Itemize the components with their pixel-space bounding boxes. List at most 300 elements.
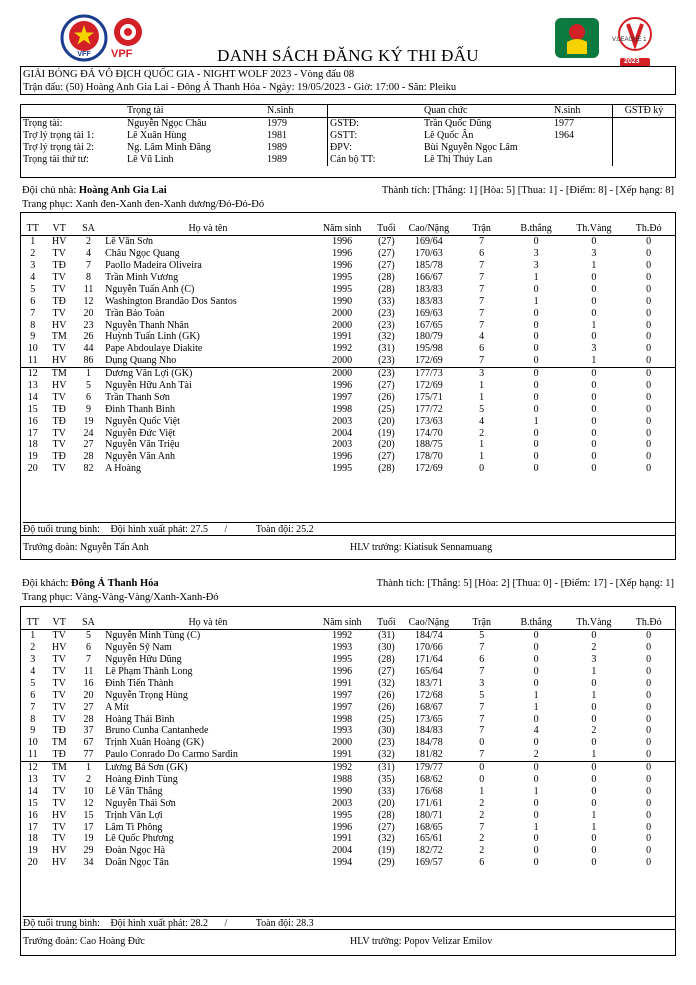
player-row	[21, 439, 675, 451]
player-cell: TV	[52, 427, 66, 439]
player-cell: 1995	[332, 463, 353, 475]
player-cell: 15	[27, 797, 38, 809]
player-cell: 172/68	[414, 689, 443, 701]
column-header: Tuổi	[372, 617, 402, 629]
player-cell: 2003	[332, 797, 353, 809]
column-header: Cao/Nặng	[401, 617, 456, 629]
player-cell: 0	[622, 761, 675, 773]
player-cell: (32)	[378, 677, 395, 689]
player-cell: TĐ	[52, 725, 66, 737]
official-row: Trợ lý trọng tài 1: Lê Xuân Hùng 1981 GSTT: Lê Quốc Ân 1964	[21, 130, 675, 142]
player-cell: 180/71	[414, 809, 443, 821]
player-cell: Đoàn Ngọc Hà	[105, 845, 166, 857]
player-cell: 15	[27, 403, 38, 415]
player-cell: 11	[83, 666, 94, 677]
player-row	[21, 272, 675, 284]
player-cell: 11	[27, 749, 38, 761]
player-cell: 1998	[332, 713, 353, 725]
player-cell: 1	[591, 260, 597, 272]
player-cell: 17	[83, 821, 94, 833]
player-cell: (33)	[378, 295, 395, 307]
player-row	[21, 701, 675, 713]
player-cell: (27)	[378, 248, 395, 260]
player-cell: 0	[646, 439, 652, 451]
player-cell: 2	[30, 642, 36, 654]
col-sign: GSTĐ ký	[613, 105, 676, 118]
player-cell: TV	[52, 774, 66, 786]
player-cell: Nguyễn Hữu Anh Tài	[105, 380, 192, 392]
player-cell: 169/63	[414, 307, 443, 319]
player-cell: 0	[591, 283, 597, 295]
column-header: Cao/Nặng	[401, 223, 456, 235]
player-row	[21, 654, 675, 666]
player-cell: 1	[533, 689, 539, 701]
player-cell: Nguyễn Hữu Dũng	[105, 654, 182, 666]
player-cell: 170/66	[414, 642, 443, 654]
home-manager: Trưởng đoàn: Nguyễn Tấn Anh	[23, 542, 149, 553]
away-manager: Trưởng đoàn: Cao Hoàng Đức	[23, 936, 145, 947]
player-cell: 34	[83, 857, 94, 869]
player-cell: (26)	[378, 701, 395, 713]
player-cell: 4	[533, 725, 539, 737]
player-cell: 183/83	[414, 295, 443, 307]
player-cell: Lê Văn Sơn	[105, 236, 154, 248]
player-cell: TĐ	[52, 295, 66, 307]
player-cell: 20	[83, 307, 94, 319]
vpf-label: VPF	[111, 48, 133, 60]
player-cell: 2004	[332, 845, 353, 857]
player-cell: 171/61	[414, 797, 443, 809]
player-row	[21, 785, 675, 797]
player-cell: 1998	[332, 403, 353, 415]
player-cell: 6	[86, 642, 92, 654]
player-cell: 0	[591, 415, 597, 427]
player-cell: 1	[533, 415, 539, 427]
player-cell: 20	[27, 463, 38, 475]
player-cell: 0	[646, 642, 652, 654]
player-cell: 0	[646, 774, 652, 786]
player-cell: 0	[479, 463, 485, 475]
player-cell: 0	[591, 427, 597, 439]
player-row	[21, 774, 675, 786]
player-row	[21, 319, 675, 331]
player-cell: 6	[479, 654, 485, 666]
player-cell: 2	[30, 248, 36, 260]
player-cell: 176/68	[414, 785, 443, 797]
column-header: Họ và tên	[103, 223, 312, 235]
player-cell: 9	[30, 725, 36, 737]
player-cell: 3	[479, 677, 485, 689]
player-cell: 8	[86, 272, 92, 283]
player-row	[21, 451, 675, 463]
player-cell: A Hoàng	[105, 463, 141, 475]
player-cell: (30)	[378, 642, 395, 654]
player-cell: 7	[479, 260, 485, 272]
player-cell: 0	[591, 295, 597, 307]
player-cell: 0	[646, 415, 652, 427]
player-cell: 0	[591, 857, 597, 869]
player-cell: 0	[533, 630, 539, 642]
player-cell: 1	[479, 785, 485, 797]
player-cell: 0	[533, 427, 539, 439]
player-cell: 7	[479, 295, 485, 307]
player-cell: Nguyễn Văn Anh	[105, 451, 175, 463]
player-cell: Hoàng Đình Tùng	[105, 774, 178, 786]
player-cell: (27)	[378, 380, 395, 392]
player-cell: 0	[533, 283, 539, 295]
player-cell: 0	[533, 677, 539, 689]
home-team-name: Hoàng Anh Gia Lai	[78, 185, 167, 196]
player-cell: 7	[479, 307, 485, 319]
column-header: Trận	[457, 617, 507, 629]
player-cell: 184/74	[414, 630, 443, 642]
player-cell: (27)	[378, 236, 395, 248]
player-cell: 172/69	[414, 463, 443, 475]
player-cell: 4	[479, 415, 485, 427]
player-cell: Nguyễn Thanh Nhân	[105, 319, 189, 331]
column-header: SA	[74, 223, 103, 235]
player-cell: 3	[591, 343, 597, 355]
player-cell: TV	[52, 283, 66, 295]
column-header: B.thắng	[507, 617, 566, 629]
column-header: Th.Vàng	[565, 617, 622, 629]
player-cell: Dương Văn Lợi (GK)	[103, 367, 312, 379]
roster-header	[21, 617, 675, 629]
player-cell: 12	[21, 367, 45, 379]
player-cell: TĐ	[52, 451, 66, 463]
player-cell: 0	[646, 821, 652, 833]
player-row	[21, 427, 675, 439]
player-cell: 37	[83, 725, 94, 737]
player-cell: (27)	[378, 260, 395, 272]
player-cell: TV	[52, 307, 66, 319]
column-header: SA	[74, 617, 103, 629]
player-row	[21, 857, 675, 869]
player-cell: 5	[30, 677, 36, 689]
away-coach: HLV trưởng: Popov Velizar Emilov	[350, 936, 493, 947]
player-cell: 0	[591, 774, 597, 786]
player-cell: 1996	[332, 248, 353, 260]
column-header: Năm sinh	[313, 617, 372, 629]
player-cell: 10	[27, 343, 38, 355]
player-cell: TV	[52, 666, 66, 677]
player-cell: TV	[52, 654, 66, 666]
player-cell: 0	[533, 439, 539, 451]
player-cell: TV	[52, 439, 66, 451]
player-cell: 0	[533, 319, 539, 331]
player-cell: 185/78	[414, 260, 443, 272]
player-cell: TV	[52, 391, 66, 403]
away-team-name: Đông Á Thanh Hóa	[71, 578, 159, 589]
player-cell: TV	[52, 833, 66, 845]
player-cell: 1993	[332, 642, 353, 654]
player-cell: (29)	[378, 857, 395, 869]
player-cell: 167/65	[414, 319, 443, 331]
player-cell: 0	[646, 677, 652, 689]
player-cell: 1	[74, 761, 103, 773]
player-cell: 1994	[332, 857, 353, 869]
away-team-line: Đội khách: Đông Á Thanh Hóa	[22, 578, 159, 589]
player-cell: 0	[591, 236, 597, 248]
away-roster-box	[20, 606, 676, 956]
player-cell: 195/98	[414, 343, 443, 355]
player-cell: 2003	[332, 415, 353, 427]
player-cell: 0	[533, 713, 539, 725]
player-cell: 14	[27, 391, 38, 403]
player-cell: (23)	[378, 319, 395, 331]
player-cell: 1991	[332, 833, 353, 845]
player-cell: 1	[591, 689, 597, 701]
column-header: TT	[21, 223, 45, 235]
player-cell: 7	[86, 654, 92, 666]
player-cell: 0	[646, 749, 652, 761]
player-cell: Lê Quốc Phương	[105, 833, 174, 845]
player-cell: 5	[86, 630, 92, 642]
player-cell: 1992	[332, 630, 353, 642]
player-cell: 5	[30, 283, 36, 295]
player-cell: (31)	[372, 761, 402, 773]
player-cell: 28	[83, 713, 94, 725]
player-cell: 0	[646, 785, 652, 797]
player-cell: 1	[533, 272, 539, 283]
column-header: Trận	[457, 223, 507, 235]
player-cell: 1	[533, 785, 539, 797]
player-row	[21, 235, 675, 247]
player-cell: 181/82	[414, 749, 443, 761]
player-cell: 0	[533, 403, 539, 415]
player-cell: 1991	[332, 749, 353, 761]
player-cell: 7	[479, 666, 485, 677]
player-cell: 14	[27, 785, 38, 797]
player-cell: (25)	[378, 713, 395, 725]
player-cell: 23	[83, 319, 94, 331]
player-cell: 1992	[332, 343, 353, 355]
player-cell: 0	[591, 439, 597, 451]
player-cell: 1	[479, 451, 485, 463]
player-cell: (27)	[378, 451, 395, 463]
player-cell: 2000	[332, 307, 353, 319]
player-cell: 19	[27, 845, 38, 857]
officials-table	[21, 105, 675, 166]
player-cell: 1	[591, 666, 597, 677]
player-cell: (27)	[378, 821, 395, 833]
player-cell: Paulo Conrado Do Carmo Sardin	[105, 749, 238, 761]
player-cell: 1991	[332, 331, 353, 343]
player-cell: TĐ	[52, 260, 66, 272]
roster-header	[21, 223, 675, 235]
player-cell: 0	[646, 833, 652, 845]
player-cell: 0	[646, 307, 652, 319]
player-cell: 2000	[332, 355, 353, 367]
player-cell: 10	[83, 785, 94, 797]
player-cell: 188/75	[414, 439, 443, 451]
column-header: Th.Vàng	[565, 223, 622, 235]
player-cell: 0	[646, 403, 652, 415]
player-cell: 177/73	[401, 367, 456, 379]
player-cell: 174/70	[414, 427, 443, 439]
column-header: Tuổi	[372, 223, 402, 235]
player-cell: Paollo Madeira Oliveira	[105, 260, 202, 272]
match-info-box	[20, 66, 676, 95]
player-cell: 1996	[332, 380, 353, 392]
player-cell: (28)	[378, 809, 395, 821]
player-cell: TM	[45, 761, 74, 773]
player-cell: 5	[479, 689, 485, 701]
player-cell: HV	[52, 642, 67, 654]
player-cell: 0	[533, 737, 539, 749]
player-cell: 0	[565, 761, 622, 773]
home-roster-box	[20, 212, 676, 560]
player-cell: TV	[52, 343, 66, 355]
player-cell: 1	[479, 391, 485, 403]
player-cell: 2	[591, 725, 597, 737]
column-header: Họ và tên	[103, 617, 313, 629]
player-cell: 3	[30, 654, 36, 666]
official-row: Trợ lý trọng tài 2: Ng. Lâm Minh Đăng 1989 ĐPV: Bùi Nguyễn Ngọc Lâm	[21, 142, 675, 154]
player-cell: 4	[30, 272, 36, 283]
player-row	[21, 391, 675, 403]
player-row	[21, 642, 675, 654]
player-cell: 0	[646, 283, 652, 295]
player-cell: 6	[479, 248, 485, 260]
player-cell: (23)	[372, 367, 402, 379]
player-cell: 0	[533, 833, 539, 845]
player-cell: 2	[479, 427, 485, 439]
player-cell: 1	[479, 439, 485, 451]
player-cell: 7	[30, 307, 36, 319]
player-cell: 2	[479, 797, 485, 809]
col-official: Quan chức	[422, 105, 552, 118]
player-cell: 0	[533, 391, 539, 403]
player-row	[21, 355, 675, 367]
column-header: VT	[45, 617, 74, 629]
player-cell: 7	[479, 236, 485, 248]
player-cell: 3	[30, 260, 36, 272]
player-cell: 6	[479, 857, 485, 869]
player-cell: 7	[479, 725, 485, 737]
player-row	[21, 797, 675, 809]
player-cell: 16	[27, 415, 38, 427]
player-cell: 0	[591, 677, 597, 689]
player-cell: 7	[479, 749, 485, 761]
player-cell: 0	[533, 380, 539, 392]
player-row	[21, 725, 675, 737]
player-cell: 6	[30, 689, 36, 701]
player-cell: 1	[591, 809, 597, 821]
player-cell: 20	[83, 689, 94, 701]
player-cell: 0	[646, 809, 652, 821]
player-cell: 0	[533, 642, 539, 654]
player-cell: 3	[591, 248, 597, 260]
player-cell: TV	[52, 689, 66, 701]
home-team-line: Đội chủ nhà: Hoàng Anh Gia Lai	[22, 185, 167, 196]
player-row	[21, 331, 675, 343]
player-cell: (26)	[378, 689, 395, 701]
player-cell: (32)	[378, 749, 395, 761]
away-roster-table	[21, 617, 675, 869]
player-row	[21, 260, 675, 272]
player-cell: 179/77	[401, 761, 456, 773]
player-cell: TV	[52, 248, 66, 260]
player-cell: 177/72	[414, 403, 443, 415]
player-cell: 5	[479, 630, 485, 642]
player-cell: 13	[27, 774, 38, 786]
player-cell: 0	[533, 845, 539, 857]
player-cell: 0	[591, 272, 597, 283]
player-cell: TV	[52, 713, 66, 725]
player-row	[21, 821, 675, 833]
player-cell: 4	[86, 248, 92, 260]
player-cell: 1	[533, 295, 539, 307]
player-row	[21, 248, 675, 260]
player-cell: Nguyễn Sỹ Nam	[105, 642, 172, 654]
player-row	[21, 629, 675, 641]
player-cell: (23)	[378, 355, 395, 367]
player-cell: 172/69	[414, 355, 443, 367]
player-cell: 15	[83, 809, 94, 821]
player-cell: 12	[83, 797, 94, 809]
player-cell: 1991	[332, 677, 353, 689]
player-cell: 184/83	[414, 725, 443, 737]
player-cell: 0	[533, 774, 539, 786]
player-cell: (32)	[378, 331, 395, 343]
player-cell: 0	[533, 809, 539, 821]
player-cell: 169/64	[414, 236, 443, 248]
player-cell: Nguyễn Tuấn Anh (C)	[105, 283, 195, 295]
player-cell: 0	[533, 654, 539, 666]
player-cell: 183/71	[414, 677, 443, 689]
player-cell: 0	[646, 701, 652, 713]
player-cell: 0	[646, 713, 652, 725]
player-cell: 0	[479, 774, 485, 786]
player-cell: 1	[591, 355, 597, 367]
player-row	[21, 713, 675, 725]
away-staff	[21, 929, 675, 957]
column-header: Th.Đỏ	[622, 223, 675, 235]
player-cell: Washington Brandão Dos Santos	[105, 295, 237, 307]
player-cell: 2	[86, 236, 92, 248]
player-cell: 1	[30, 236, 36, 248]
player-cell: (23)	[378, 307, 395, 319]
player-cell: 2003	[332, 439, 353, 451]
player-cell: (28)	[378, 463, 395, 475]
player-cell: 77	[83, 749, 94, 761]
player-cell: (20)	[378, 439, 395, 451]
player-cell: (23)	[378, 737, 395, 749]
player-cell: 1996	[332, 236, 353, 248]
player-cell: 4	[479, 331, 485, 343]
player-cell: 0	[646, 248, 652, 260]
player-cell: 0	[591, 380, 597, 392]
player-cell: 0	[646, 630, 652, 642]
player-cell: 1990	[332, 295, 353, 307]
player-cell: 2	[86, 774, 92, 786]
col-birth2: N.sinh	[552, 105, 613, 118]
player-cell: 0	[646, 654, 652, 666]
player-cell: (28)	[378, 654, 395, 666]
player-cell: 16	[27, 809, 38, 821]
player-cell: 0	[591, 845, 597, 857]
player-cell: Lê Văn Thắng	[105, 785, 163, 797]
player-cell: 0	[533, 331, 539, 343]
player-cell: 44	[83, 343, 94, 355]
player-row	[21, 749, 675, 761]
player-cell: Trần Minh Vương	[105, 272, 179, 283]
player-cell: Lê Phạm Thành Long	[105, 666, 193, 677]
player-cell: TV	[52, 463, 66, 475]
player-cell: TV	[52, 797, 66, 809]
player-row	[21, 761, 675, 773]
